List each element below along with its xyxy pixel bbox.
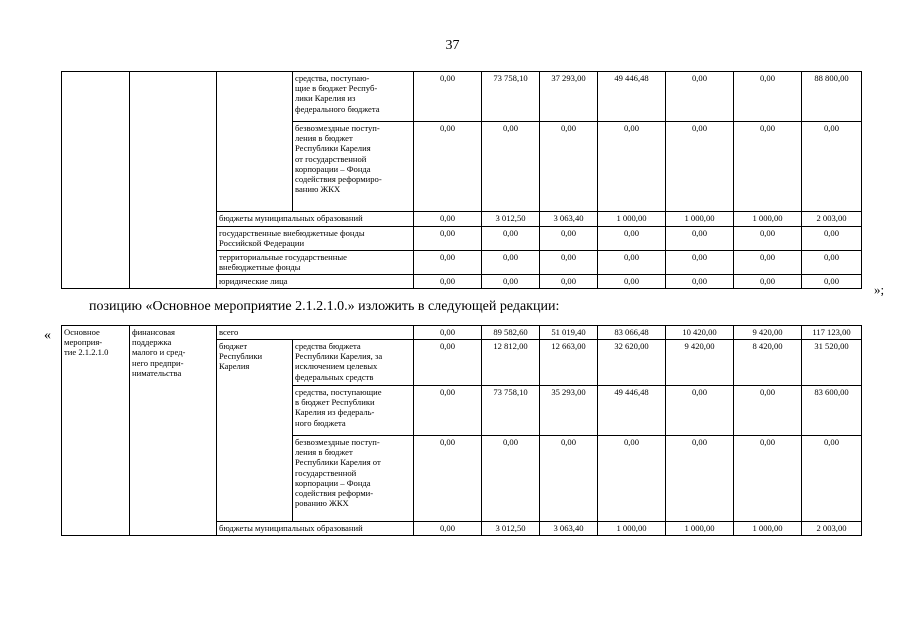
budget-line: бюджет	[219, 341, 248, 351]
row-label	[293, 340, 414, 386]
value-cell: 2 003,00	[802, 522, 862, 536]
row-label-line: бюджеты муниципальных образований	[219, 213, 363, 223]
event-name-line: него предпри-	[132, 357, 184, 368]
row-label-line: от государственной	[295, 153, 367, 164]
table-row	[62, 72, 862, 122]
value-cell: 0,00	[802, 275, 862, 289]
value-cell: 2 003,00	[802, 212, 862, 227]
value-cell: 0,00	[414, 212, 482, 227]
event-code-cell	[62, 326, 130, 536]
row-label-line: щие в бюджет Респуб-	[295, 83, 378, 94]
event-code-line: Основное	[64, 327, 100, 337]
value-cell: 0,00	[734, 386, 802, 436]
row-label-line: исключением целевых	[295, 361, 378, 372]
value-cell: 73 758,10	[482, 386, 540, 436]
row-label-line: федеральных средств	[295, 371, 374, 382]
value-cell: 9 420,00	[666, 340, 734, 386]
value-cell: 0,00	[802, 122, 862, 212]
value-cell: 0,00	[540, 122, 598, 212]
value-cell: 0,00	[734, 436, 802, 522]
row-label-line: лики Карелия из	[295, 93, 356, 104]
value-cell: 3 063,40	[540, 522, 598, 536]
event-code-line: тие 2.1.2.1.0	[64, 347, 109, 358]
value-cell: 49 446,48	[598, 386, 666, 436]
value-cell: 0,00	[482, 275, 540, 289]
row-label-line: Карелия из федераль-	[295, 407, 375, 418]
value-cell: 0,00	[414, 436, 482, 522]
budget-line: Карелия	[219, 361, 250, 372]
row-label-line: Республики Карелия, за	[295, 351, 383, 362]
event-name-line: поддержка	[132, 337, 172, 348]
value-cell: 0,00	[414, 326, 482, 340]
value-cell: 0,00	[414, 275, 482, 289]
value-cell: 3 012,50	[482, 212, 540, 227]
event-name-line: нимательства	[132, 367, 182, 378]
value-cell: 1 000,00	[666, 212, 734, 227]
row-label	[217, 275, 414, 289]
row-label	[293, 72, 414, 122]
row-label-line: Российской Федерации	[219, 238, 305, 249]
row-label-line: содействия реформи-	[295, 488, 374, 499]
row-label-line: средства, поступаю-	[295, 73, 370, 83]
value-cell: 0,00	[598, 275, 666, 289]
budget-line: Республики	[219, 351, 263, 362]
row-label: бюджеты муниципальных образований	[217, 522, 414, 536]
value-cell: 12 663,00	[540, 340, 598, 386]
event-name-line: малого и сред-	[132, 347, 186, 358]
value-cell: 51 019,40	[540, 326, 598, 340]
opening-quote-mark: «	[44, 328, 51, 343]
value-cell: 0,00	[734, 72, 802, 122]
value-cell: 117 123,00	[802, 326, 862, 340]
event-cell	[62, 72, 130, 289]
value-cell: 0,00	[666, 275, 734, 289]
value-cell: 88 800,00	[802, 72, 862, 122]
value-cell: 10 420,00	[666, 326, 734, 340]
closing-quote-mark: »;	[874, 282, 885, 297]
row-label	[217, 227, 414, 251]
row-label-line: рованию ЖКХ	[295, 498, 349, 509]
value-cell: 0,00	[666, 72, 734, 122]
value-cell: 73 758,10	[482, 72, 540, 122]
value-cell: 0,00	[734, 251, 802, 275]
row-label	[217, 251, 414, 275]
value-cell: 12 812,00	[482, 340, 540, 386]
value-cell: 1 000,00	[598, 522, 666, 536]
value-cell: 83 600,00	[802, 386, 862, 436]
value-cell: 0,00	[540, 251, 598, 275]
value-cell: 49 446,48	[598, 72, 666, 122]
value-cell: 0,00	[666, 227, 734, 251]
value-cell: 0,00	[666, 251, 734, 275]
row-label-line: территориальные государственные	[219, 252, 347, 262]
row-label-line: Республики Карелия	[295, 143, 371, 154]
value-cell: 83 066,48	[598, 326, 666, 340]
value-cell: 1 000,00	[734, 522, 802, 536]
value-cell: 1 000,00	[598, 212, 666, 227]
source-cell	[217, 72, 293, 212]
row-label-line: юридические лица	[219, 276, 288, 286]
row-label-line: ного бюджета	[295, 417, 346, 428]
value-cell: 0,00	[414, 122, 482, 212]
value-cell: 0,00	[734, 275, 802, 289]
value-cell: 35 293,00	[540, 386, 598, 436]
value-cell: 0,00	[414, 386, 482, 436]
value-cell: 0,00	[540, 275, 598, 289]
table-row-total	[62, 326, 862, 340]
row-label-line: ления в бюджет	[295, 447, 353, 458]
row-label	[293, 436, 414, 522]
value-cell: 0,00	[414, 251, 482, 275]
row-label-line: ванию ЖКХ	[295, 184, 341, 195]
event-name-cell	[130, 326, 217, 536]
value-cell: 0,00	[414, 522, 482, 536]
total-label: всего	[217, 326, 414, 340]
row-label-line: безвозмездные поступ-	[295, 437, 380, 447]
row-label-line: государственной	[295, 467, 357, 478]
event-name-line: финансовая	[132, 327, 176, 337]
event-code-line: мероприя-	[64, 337, 103, 348]
value-cell: 32 620,00	[598, 340, 666, 386]
row-label-line: федерального бюджета	[295, 103, 380, 114]
value-cell: 37 293,00	[540, 72, 598, 122]
value-cell: 9 420,00	[734, 326, 802, 340]
row-label	[217, 212, 414, 227]
value-cell: 0,00	[734, 122, 802, 212]
value-cell: 89 582,60	[482, 326, 540, 340]
page-number: 37	[445, 38, 460, 53]
value-cell: 1 000,00	[666, 522, 734, 536]
value-cell: 0,00	[802, 227, 862, 251]
value-cell: 0,00	[802, 436, 862, 522]
row-label-line: средства, поступающие	[295, 387, 382, 397]
name-cell	[130, 72, 217, 289]
table-continued	[61, 71, 862, 289]
row-label-line: корпорации – Фонда	[295, 163, 371, 174]
value-cell: 3 063,40	[540, 212, 598, 227]
row-label-line: в бюджет Республики	[295, 397, 375, 408]
table-new-edition	[61, 325, 862, 536]
value-cell: 0,00	[598, 436, 666, 522]
value-cell: 1 000,00	[734, 212, 802, 227]
row-label-line: ления в бюджет	[295, 133, 353, 144]
value-cell: 0,00	[482, 227, 540, 251]
value-cell: 0,00	[482, 251, 540, 275]
amendment-instruction: позицию «Основное мероприятие 2.1.2.1.0.» изложить в следующей редакции:	[89, 299, 560, 314]
row-label-line: Республики Карелия от	[295, 457, 381, 468]
value-cell: 0,00	[734, 227, 802, 251]
value-cell: 0,00	[540, 227, 598, 251]
row-label-line: внебюджетные фонды	[219, 262, 301, 273]
row-label-line: государственные внебюджетные фонды	[219, 228, 365, 238]
value-cell: 3 012,50	[482, 522, 540, 536]
value-cell: 0,00	[414, 72, 482, 122]
value-cell: 0,00	[666, 122, 734, 212]
budget-cell	[217, 340, 293, 522]
value-cell: 0,00	[666, 436, 734, 522]
value-cell: 0,00	[666, 386, 734, 436]
value-cell: 0,00	[802, 251, 862, 275]
value-cell: 8 420,00	[734, 340, 802, 386]
value-cell: 0,00	[482, 436, 540, 522]
value-cell: 0,00	[598, 122, 666, 212]
value-cell: 0,00	[482, 122, 540, 212]
row-label-line: безвозмездные поступ-	[295, 123, 380, 133]
row-label-line: средства бюджета	[295, 341, 361, 351]
row-label	[293, 122, 414, 212]
row-label-line: содействия реформиро-	[295, 174, 382, 185]
row-label	[293, 386, 414, 436]
value-cell: 0,00	[414, 227, 482, 251]
value-cell: 31 520,00	[802, 340, 862, 386]
value-cell: 0,00	[414, 340, 482, 386]
value-cell: 0,00	[598, 251, 666, 275]
value-cell: 0,00	[540, 436, 598, 522]
value-cell: 0,00	[598, 227, 666, 251]
row-label-line: корпорации – Фонда	[295, 477, 371, 488]
